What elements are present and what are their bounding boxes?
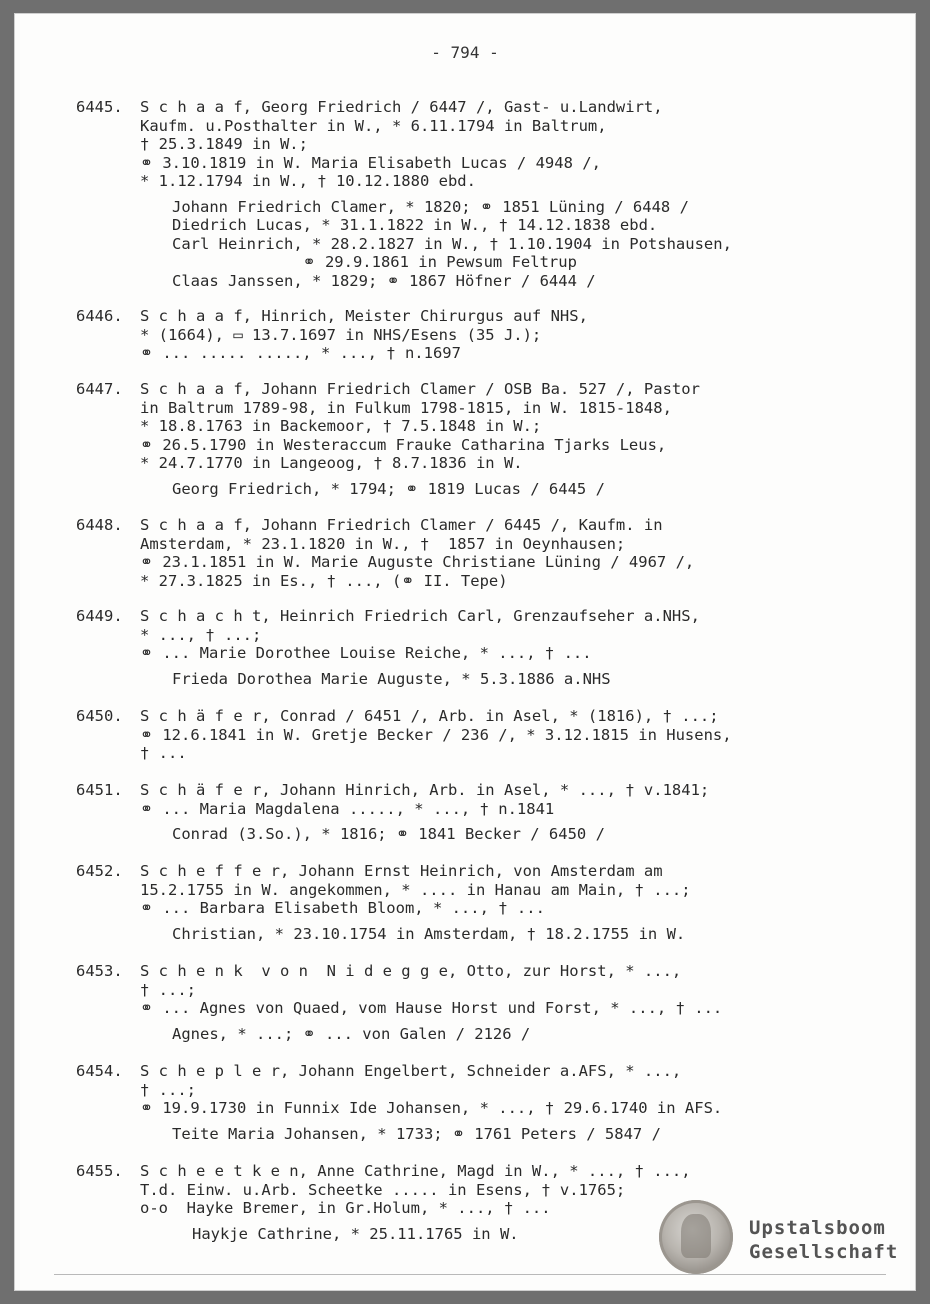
entry-number: 6455. — [76, 1162, 123, 1180]
entry-line: S c h e p l e r, Johann Engelbert, Schneider a.AFS, * ..., — [140, 1062, 682, 1080]
entry-line: ⚭ ... Marie Dorothee Louise Reiche, * ..., † ... — [140, 644, 592, 662]
entry-line: ⚭ ... Maria Magdalena ....., * ..., † n.1841 — [140, 799, 555, 818]
child-line: Agnes, * ...; ⚭ ... von Galen / 2126 / — [172, 1024, 531, 1043]
entry-6452 — [76, 862, 856, 943]
entry-line: S c h a a f, Johann Friedrich Clamer / OSB Ba. 527 /, Pastor — [140, 380, 700, 398]
entry-line: † 25.3.1849 in W.; — [140, 135, 308, 153]
entry-line: ⚭ 26.5.1790 in Westeraccum Frauke Catharina Tjarks Leus, — [140, 435, 667, 454]
entry-line: Kaufm. u.Posthalter in W., * 6.11.1794 in Baltrum, — [140, 116, 607, 135]
entry-number: 6448. — [76, 516, 123, 534]
entry-line: ⚭ ... ..... ....., * ..., † n.1697 — [140, 344, 461, 362]
entry-line: T.d. Einw. u.Arb. Scheetke ..... in Esens, † v.1765; — [140, 1180, 626, 1199]
entry-line: S c h a c h t, Heinrich Friedrich Carl, Grenzaufseher a.NHS, — [140, 607, 700, 625]
entry-6453 — [76, 962, 856, 1043]
child-line: Conrad (3.So.), * 1816; ⚭ 1841 Becker / 6450 / — [172, 825, 605, 843]
entry-line: ⚭ 23.1.1851 in W. Marie Auguste Christiane Lüning / 4967 /, — [140, 553, 695, 571]
entry-line: † ... — [140, 744, 187, 762]
entry-6455 — [76, 1162, 856, 1243]
entry-number: 6451. — [76, 781, 123, 799]
brand-logo — [749, 1216, 898, 1264]
child-line: Diedrich Lucas, * 31.1.1822 in W., † 14.12.1838 ebd. — [172, 216, 658, 234]
entry-line: S c h a a f, Hinrich, Meister Chirurgus auf NHS, — [140, 307, 588, 325]
entry-number: 6450. — [76, 707, 123, 725]
entry-line: * ..., † ...; — [140, 625, 262, 644]
child-line: Frieda Dorothea Marie Auguste, * 5.3.1886 a.NHS — [172, 669, 611, 688]
entry-line: S c h e e t k e n, Anne Cathrine, Magd in W., * ..., † ..., — [140, 1162, 691, 1180]
entry-line: † ...; — [140, 1080, 196, 1099]
entry-line: ⚭ 12.6.1841 in W. Gretje Becker / 236 /, * 3.12.1815 in Husens, — [140, 725, 732, 744]
entry-line: * 1.12.1794 in W., † 10.12.1880 ebd. — [140, 172, 476, 190]
entry-line: S c h e f f e r, Johann Ernst Heinrich, von Amsterdam am — [140, 862, 663, 880]
entry-number: 6449. — [76, 607, 123, 625]
entry-line: S c h ä f e r, Conrad / 6451 /, Arb. in Asel, * (1816), † ...; — [140, 707, 719, 725]
seal-logo-icon — [659, 1200, 733, 1274]
child-line: Teite Maria Johansen, * 1733; ⚭ 1761 Peters / 5847 / — [172, 1124, 661, 1143]
child-line: Claas Janssen, * 1829; ⚭ 1867 Höfner / 6444 / — [172, 271, 596, 290]
entry-6454 — [76, 1062, 856, 1143]
entry-number: 6453. — [76, 962, 123, 980]
entry-line: S c h a a f, Johann Friedrich Clamer / 6445 /, Kaufm. in — [140, 516, 663, 534]
entry-line: † ...; — [140, 980, 196, 999]
entry-line: * 18.8.1763 in Backemoor, † 7.5.1848 in W.; — [140, 417, 542, 435]
entry-6451 — [76, 781, 856, 844]
entry-line: S c h a a f, Georg Friedrich / 6447 /, Gast- u.Landwirt, — [140, 98, 663, 116]
brand-line-1: Upstalsboom — [749, 1217, 886, 1239]
entry-number: 6452. — [76, 862, 123, 880]
entry-line: S c h e n k v o n N i d e g g e, Otto, zur Horst, * ..., — [140, 962, 682, 980]
entry-6447 — [76, 380, 856, 498]
entry-line: * 24.7.1770 in Langeoog, † 8.7.1836 in W. — [140, 454, 523, 472]
entry-number: 6447. — [76, 380, 123, 398]
entry-6450 — [76, 707, 856, 763]
entry-line: * 27.3.1825 in Es., † ..., (⚭ II. Tepe) — [140, 571, 508, 590]
entry-line: S c h ä f e r, Johann Hinrich, Arb. in Asel, * ..., † v.1841; — [140, 781, 710, 799]
entry-6445 — [76, 98, 856, 290]
entry-6449 — [76, 607, 856, 688]
document-page — [14, 13, 916, 1291]
entry-line: ⚭ ... Barbara Elisabeth Bloom, * ..., † ... — [140, 899, 545, 917]
child-line: Haykje Cathrine, * 25.11.1765 in W. — [192, 1224, 519, 1243]
entry-line: * (1664), ▭ 13.7.1697 in NHS/Esens (35 J.); — [140, 325, 542, 344]
brand-line-2: Gesellschaft — [749, 1241, 899, 1263]
child-line: Carl Heinrich, * 28.2.1827 in W., † 1.10.1904 in Potshausen, — [172, 234, 732, 253]
entry-6448 — [76, 516, 856, 590]
page-number: - 794 - — [431, 43, 499, 62]
entry-line: o-o Hayke Bremer, in Gr.Holum, * ..., † ... — [140, 1199, 551, 1217]
child-line: ⚭ 29.9.1861 in Pewsum Feltrup — [172, 253, 577, 271]
entry-number: 6454. — [76, 1062, 123, 1080]
child-line: Johann Friedrich Clamer, * 1820; ⚭ 1851 Lüning / 6448 / — [172, 197, 689, 216]
child-line: Christian, * 23.10.1754 in Amsterdam, † 18.2.1755 in W. — [172, 924, 686, 943]
entry-number: 6445. — [76, 98, 123, 116]
footer-divider — [54, 1274, 886, 1275]
entry-line: ⚭ 19.9.1730 in Funnix Ide Johansen, * ..., † 29.6.1740 in AFS. — [140, 1099, 723, 1117]
entry-6446 — [76, 307, 856, 363]
entry-line: ⚭ ... Agnes von Quaed, vom Hause Horst und Forst, * ..., † ... — [140, 999, 723, 1017]
entry-line: Amsterdam, * 23.1.1820 in W., † 1857 in Oeynhausen; — [140, 534, 626, 553]
entry-line: in Baltrum 1789-98, in Fulkum 1798-1815, in W. 1815-1848, — [140, 398, 672, 417]
entry-line: 15.2.1755 in W. angekommen, * .... in Hanau am Main, † ...; — [140, 880, 691, 899]
entry-number: 6446. — [76, 307, 123, 325]
entry-line: ⚭ 3.10.1819 in W. Maria Elisabeth Lucas / 4948 /, — [140, 153, 601, 172]
child-line: Georg Friedrich, * 1794; ⚭ 1819 Lucas / 6445 / — [172, 479, 605, 498]
